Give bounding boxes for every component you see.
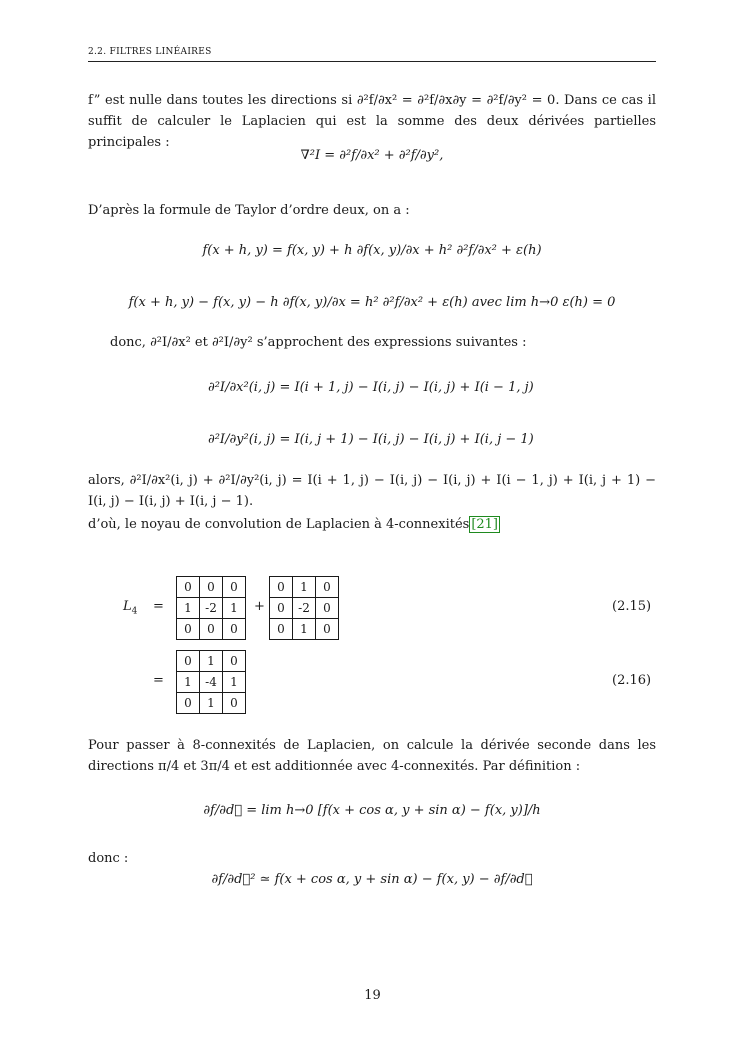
plus-sign: + <box>254 599 265 614</box>
matrix-cell: 1 <box>200 693 223 714</box>
matrix-cell: 1 <box>177 598 200 619</box>
matrix-cell: 0 <box>316 619 339 640</box>
running-header: 2.2. FILTRES LINÉAIRES <box>88 47 656 62</box>
equation-number-2-16: (2.16) <box>612 673 652 688</box>
matrix-row <box>270 598 339 619</box>
paragraph-kernel-intro <box>88 514 656 535</box>
matrix-horizontal-kernel <box>176 576 246 640</box>
matrix-cell: -2 <box>293 598 316 619</box>
matrix-row <box>177 651 246 672</box>
matrix-cell: 0 <box>223 577 246 598</box>
kernel-symbol-subscript: 4 <box>131 606 138 617</box>
matrix-laplacian-4-kernel <box>176 650 246 714</box>
matrix-vertical-kernel <box>269 576 339 640</box>
equation-directional-derivative: ∂f/∂d⃗ = lim h→0 [f(x + cos α, y + sin α) − f(x, y)]/h <box>203 803 541 818</box>
equation-taylor-rearranged: f(x + h, y) − f(x, y) − h ∂f(x, y)/∂x = h² ∂²f/∂x² + ε(h) avec lim h→0 ε(h) = 0 <box>128 295 616 310</box>
matrix-cell: 0 <box>177 577 200 598</box>
citation-link[interactable]: [21] <box>471 517 498 532</box>
paragraph-8-connexity: Pour passer à 8-connexités de Laplacien, on calcule la dérivée seconde dans les directions π/4 et 3π/4 et est additionnée avec 4-connexités. Par définition : <box>88 738 656 774</box>
equation-laplacian: ∇²I = ∂²f/∂x² + ∂²f/∂y², <box>300 148 444 163</box>
matrix-cell: 0 <box>316 577 339 598</box>
kernel-symbol <box>123 599 137 617</box>
paragraph-sum-expression: alors, ∂²I/∂x²(i, j) + ∂²I/∂y²(i, j) = I(i + 1, j) − I(i, j) − I(i, j) + I(i − 1, j) + I(i, j + 1) − I(i, j) − I(i, j) + I(i, j − 1). <box>88 473 656 509</box>
matrix-cell: 0 <box>223 651 246 672</box>
matrix-cell: 0 <box>316 598 339 619</box>
matrix-cell: -2 <box>200 598 223 619</box>
matrix-row <box>177 619 246 640</box>
equation-second-derivative-x: ∂²I/∂x²(i, j) = I(i + 1, j) − I(i, j) − I(i, j) + I(i − 1, j) <box>208 380 534 395</box>
equals-sign-2: = <box>153 673 164 688</box>
equation-second-directional-derivative: ∂f/∂d⃗² ≃ f(x + cos α, y + sin α) − f(x, y) − ∂f/∂d⃗ <box>211 872 533 887</box>
kernel-intro-text: d’où, le noyau de convolution de Laplacien à 4-connexités <box>88 517 470 532</box>
matrix-cell: 1 <box>223 598 246 619</box>
matrix-cell: 0 <box>177 619 200 640</box>
matrix-cell: 1 <box>223 672 246 693</box>
matrix-cell: 1 <box>293 619 316 640</box>
matrix-cell: 1 <box>293 577 316 598</box>
matrix-cell: 0 <box>270 598 293 619</box>
paragraph-directional-derivative <box>88 90 656 153</box>
paragraph-donc: donc : <box>88 851 129 866</box>
matrix-cell: -4 <box>200 672 223 693</box>
kernel-symbol-letter: L <box>123 599 132 614</box>
matrix-cell: 0 <box>223 619 246 640</box>
matrix-cell: 0 <box>177 651 200 672</box>
equals-sign-1: = <box>153 599 164 614</box>
matrix-row <box>270 619 339 640</box>
matrix-row <box>270 577 339 598</box>
paragraph-text: f” est nulle dans toutes les directions si ∂²f/∂x² = ∂²f/∂x∂y = ∂²f/∂y² = 0. Dans ce cas il suffit de calculer le Laplacien qui est la somme des deux dérivées partielles principales : <box>88 93 656 150</box>
matrix-row <box>177 598 246 619</box>
paragraph-approximation-intro: donc, ∂²I/∂x² et ∂²I/∂y² s’approchent des expressions suivantes : <box>110 335 527 350</box>
matrix-cell: 0 <box>200 619 223 640</box>
matrix-cell: 0 <box>270 577 293 598</box>
matrix-cell: 0 <box>223 693 246 714</box>
equation-number-2-15: (2.15) <box>612 599 652 614</box>
page-number: 19 <box>364 988 381 1003</box>
matrix-row <box>177 672 246 693</box>
paragraph-taylor-intro: D’après la formule de Taylor d’ordre deux, on a : <box>88 203 410 218</box>
matrix-row <box>177 577 246 598</box>
matrix-cell: 1 <box>177 672 200 693</box>
matrix-row <box>177 693 246 714</box>
matrix-cell: 0 <box>270 619 293 640</box>
equation-taylor-expansion: f(x + h, y) = f(x, y) + h ∂f(x, y)/∂x + h² ∂²f/∂x² + ε(h) <box>202 243 542 258</box>
matrix-cell: 0 <box>200 577 223 598</box>
equation-second-derivative-y: ∂²I/∂y²(i, j) = I(i, j + 1) − I(i, j) − I(i, j) + I(i, j − 1) <box>208 432 534 447</box>
matrix-cell: 0 <box>177 693 200 714</box>
matrix-cell: 1 <box>200 651 223 672</box>
